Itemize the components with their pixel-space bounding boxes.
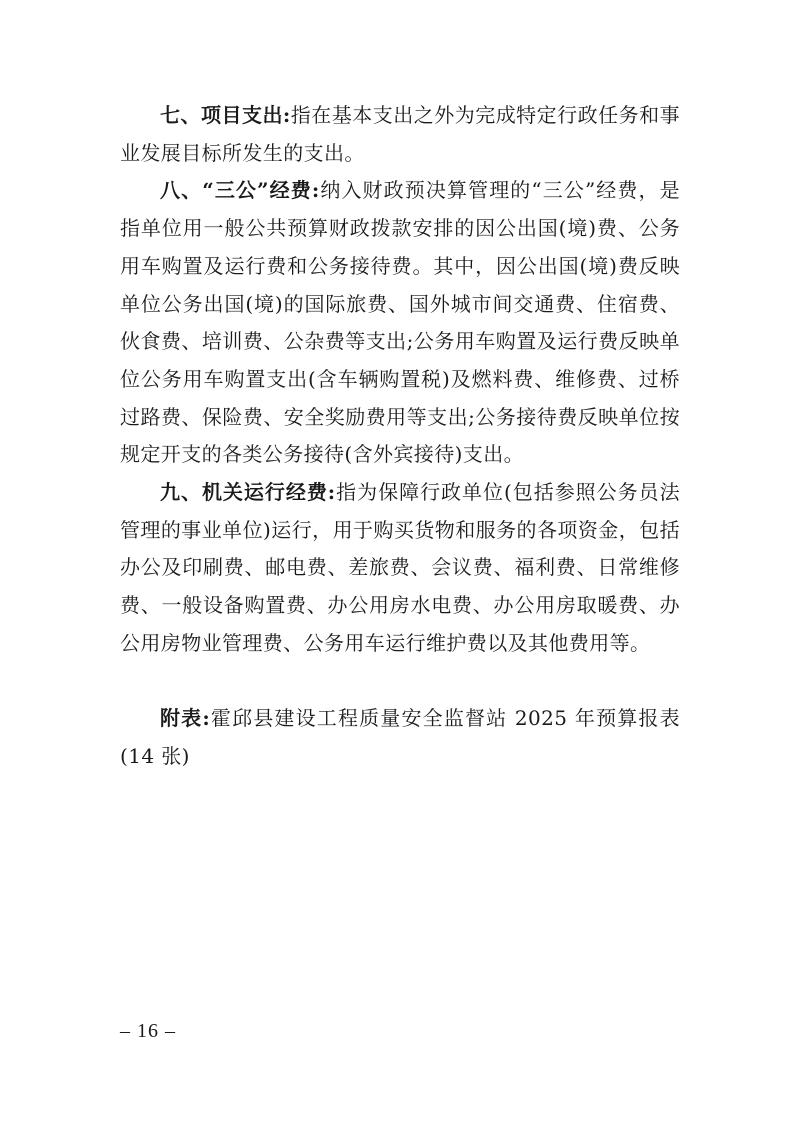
appendix-note	[120, 700, 680, 775]
section-heading: 八、“三公”经费:	[160, 178, 320, 203]
section-body: 指为保障行政单位(包括参照公务员法管理的事业单位)运行，用于购买货物和服务的各项资金，包括办公及印刷费、邮电费、差旅费、会议费、福利费、日常维修费、一般设备购置费、办公用房水电费、办公用房取暖费、办公用房物业管理费、公务用车运行维护费以及其他费用等。	[120, 480, 680, 655]
appendix-label: 附表:	[160, 706, 211, 731]
section-project-expenditure	[120, 97, 680, 172]
document-page	[120, 97, 680, 776]
section-heading: 九、机关运行经费:	[160, 480, 336, 505]
section-three-public-expenses	[120, 172, 680, 474]
section-body: 指在基本支出之外为完成特定行政任务和事业发展目标所发生的支出。	[120, 103, 680, 165]
section-body: 纳入财政预决算管理的“三公”经费，是指单位用一般公共预算财政拨款安排的因公出国(境)费、公务用车购置及运行费和公务接待费。其中，因公出国(境)费反映单位公务出国(境)的国际旅费、国外城市间交通费、住宿费、伙食费、培训费、公杂费等支出;公务用车购置及运行费反映单位公务用车购置支出(含车辆购置税)及燃料费、维修费、过桥过路费、保险费、安全奖励费用等支出;公务接待费反映单位按规定开支的各类公务接待(含外宾接待)支出。	[120, 178, 680, 467]
section-heading: 七、项目支出:	[160, 103, 291, 127]
appendix-text: 霍邱县建设工程质量安全监督站 2025 年预算报表(14 张)	[120, 706, 680, 768]
page-number: – 16 –	[120, 1020, 176, 1042]
section-agency-operating-expenses	[120, 474, 680, 663]
